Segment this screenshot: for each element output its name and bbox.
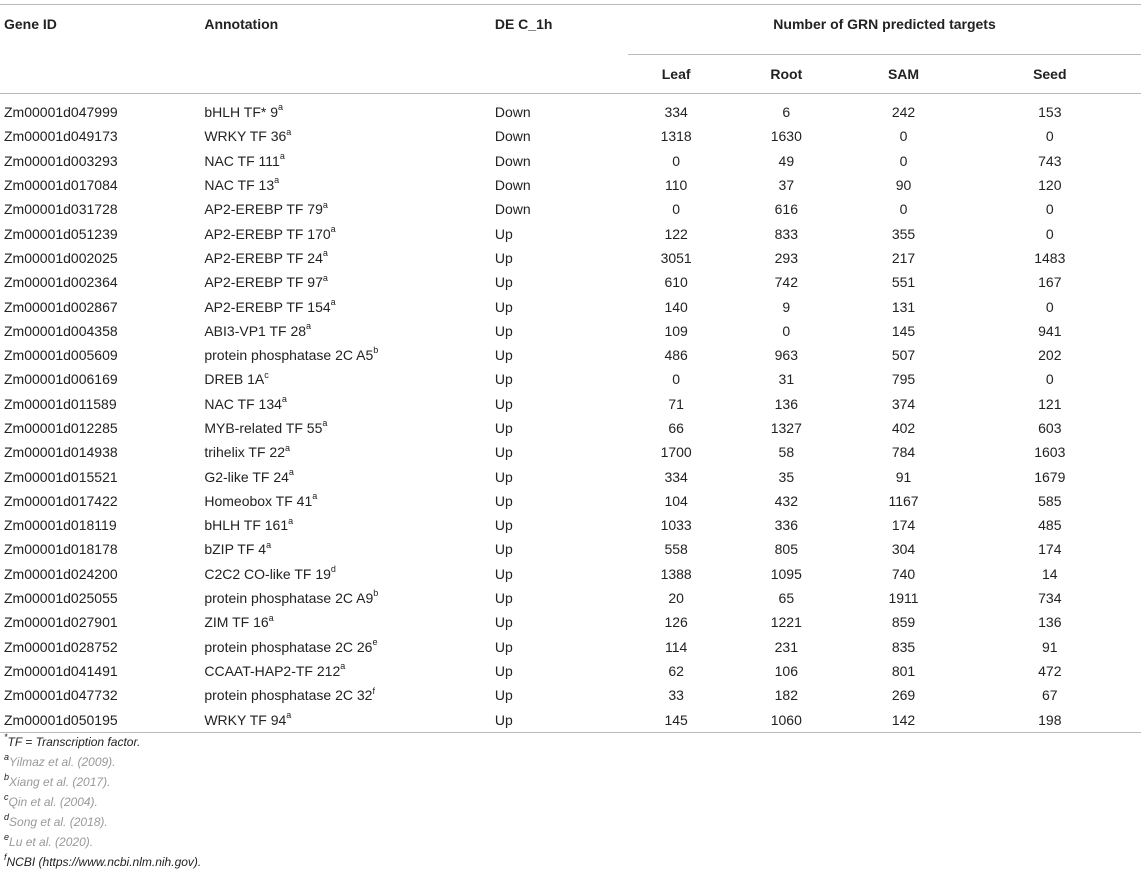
reference-marker: a	[330, 296, 336, 307]
seed-cell: 0	[1045, 298, 1054, 315]
reference-marker: a	[285, 442, 291, 453]
sam-cell: 740	[891, 565, 916, 582]
sam-cell: 355	[891, 225, 916, 242]
annotation-cell	[204, 319, 495, 343]
table-row	[0, 610, 1141, 634]
footnote	[4, 852, 201, 872]
footnote-marker: f	[4, 852, 7, 862]
gene-id-cell: Zm00001d014938	[4, 444, 118, 461]
annotation-cell	[204, 294, 495, 318]
seed-cell: 120	[1038, 177, 1062, 194]
de-cell: Down	[494, 128, 531, 145]
reference-marker: e	[372, 637, 378, 648]
de-cell: Down	[494, 152, 531, 169]
de-cell: Up	[494, 687, 513, 704]
reference-marker: b	[373, 345, 379, 356]
seed-cell: 14	[1042, 565, 1058, 582]
de-cell: Up	[494, 590, 513, 607]
footnote	[4, 832, 201, 852]
leaf-cell: 0	[672, 201, 681, 218]
sam-cell: 91	[895, 468, 912, 485]
header-root: Root	[770, 66, 803, 82]
root-cell: 1221	[770, 614, 802, 631]
annotation-cell	[204, 124, 495, 148]
leaf-cell: 1388	[660, 565, 692, 582]
footnote-text: TF = Transcription factor.	[7, 735, 141, 749]
header-grn-targets: Number of GRN predicted targets	[628, 5, 1141, 55]
reference-marker: a	[322, 248, 328, 259]
annotation-cell	[204, 173, 495, 197]
seed-cell: 1679	[1034, 468, 1066, 485]
table-row	[0, 149, 1141, 173]
leaf-cell: 66	[668, 420, 684, 436]
gene-id-cell: Zm00001d005609	[4, 347, 118, 364]
annotation-text: AP2-EREBP TF 79	[204, 201, 323, 218]
reference-marker: a	[266, 539, 272, 550]
table-row	[0, 440, 1141, 464]
gene-id-cell: Zm00001d002867	[4, 298, 118, 315]
annotation-text: C2C2 CO-like TF 19	[204, 565, 331, 582]
root-cell: 136	[774, 395, 798, 412]
de-cell: Down	[494, 177, 531, 194]
table-body	[0, 94, 1141, 733]
root-cell: 616	[774, 201, 798, 218]
de-cell: Down	[494, 104, 531, 121]
annotation-cell	[204, 221, 495, 245]
sam-cell: 269	[891, 687, 916, 704]
table-row	[0, 270, 1141, 294]
root-cell: 293	[774, 249, 798, 266]
root-cell: 106	[774, 662, 798, 679]
root-cell: 31	[778, 371, 795, 388]
annotation-text: AP2-EREBP TF 24	[204, 249, 323, 266]
gene-id-cell: Zm00001d012285	[4, 420, 118, 436]
de-cell: Up	[494, 444, 513, 461]
sam-cell: 835	[891, 638, 916, 655]
root-cell: 336	[774, 517, 798, 534]
footnote-marker: d	[4, 812, 10, 822]
gene-id-cell: Zm00001d047732	[4, 687, 118, 704]
root-cell: 742	[774, 274, 798, 291]
seed-cell: 0	[1045, 201, 1054, 218]
root-cell: 1060	[770, 711, 802, 728]
reference-marker: a	[279, 151, 285, 162]
table-row	[0, 197, 1141, 221]
gene-id-cell: Zm00001d041491	[4, 662, 118, 679]
annotation-text: ABI3-VP1 TF 28	[204, 322, 307, 339]
footnote-text[interactable]: Lu et al. (2020).	[9, 835, 94, 849]
leaf-cell: 33	[668, 687, 684, 704]
annotation-text: Homeobox TF 41	[204, 492, 313, 509]
sam-cell: 217	[891, 249, 916, 266]
root-cell: 231	[774, 638, 798, 655]
gene-id-cell: Zm00001d047999	[4, 104, 118, 121]
annotation-text: bZIP TF 4	[204, 541, 267, 558]
de-cell: Up	[494, 638, 513, 655]
annotation-text: protein phosphatase 2C A9	[204, 590, 374, 607]
table-row	[0, 124, 1141, 148]
leaf-cell: 114	[664, 638, 688, 655]
sam-cell: 801	[891, 662, 916, 679]
gene-id-cell: Zm00001d018119	[4, 517, 117, 534]
leaf-cell: 110	[664, 177, 688, 194]
de-cell: Up	[494, 711, 513, 728]
annotation-cell	[204, 707, 495, 732]
table-row	[0, 319, 1141, 343]
de-cell: Up	[494, 517, 513, 534]
root-cell: 35	[778, 468, 795, 485]
sam-cell: 90	[895, 177, 912, 194]
footnotes	[4, 732, 201, 872]
seed-cell: 136	[1038, 614, 1062, 631]
sam-cell: 1167	[888, 492, 919, 509]
sam-cell: 174	[891, 517, 916, 534]
header-de: DE C_1h	[495, 5, 628, 94]
gene-id-cell: Zm00001d031728	[4, 201, 118, 218]
table-row	[0, 221, 1141, 245]
seed-cell: 167	[1038, 274, 1062, 291]
annotation-cell	[204, 343, 495, 367]
annotation-cell	[204, 367, 495, 391]
seed-cell: 1603	[1034, 444, 1066, 461]
annotation-text: AP2-EREBP TF 97	[204, 274, 323, 291]
leaf-cell: 109	[664, 322, 688, 339]
gene-id-cell: Zm00001d015521	[4, 468, 118, 485]
reference-marker: a	[281, 394, 287, 405]
root-cell: 49	[778, 152, 795, 169]
footnote-marker: *	[4, 732, 8, 742]
reference-marker: a	[322, 418, 328, 429]
seed-cell: 121	[1038, 395, 1062, 412]
reference-marker: f	[372, 685, 375, 696]
de-cell: Up	[494, 614, 513, 631]
leaf-cell: 1318	[660, 128, 692, 145]
annotation-text: NAC TF 13	[204, 177, 275, 194]
sam-cell: 784	[891, 444, 916, 461]
seed-cell: 0	[1045, 371, 1054, 388]
leaf-cell: 486	[664, 347, 688, 364]
sam-cell: 859	[891, 614, 916, 631]
leaf-cell: 122	[664, 225, 688, 242]
reference-marker: a	[330, 223, 336, 234]
gene-id-cell: Zm00001d017422	[4, 492, 118, 509]
annotation-cell	[204, 635, 495, 659]
gene-id-cell: Zm00001d011589	[4, 395, 117, 412]
root-cell: 432	[774, 492, 798, 509]
de-cell: Up	[494, 322, 513, 339]
de-cell: Up	[494, 274, 513, 291]
seed-cell: 485	[1038, 517, 1062, 534]
de-cell: Up	[494, 371, 513, 388]
gene-id-cell: Zm00001d002025	[4, 249, 118, 266]
annotation-text: protein phosphatase 2C A5	[204, 347, 374, 364]
table-row	[0, 94, 1141, 125]
reference-marker: b	[373, 588, 379, 599]
table-row	[0, 513, 1141, 537]
de-cell: Up	[494, 225, 513, 242]
sam-cell: 1911	[888, 590, 919, 607]
root-cell: 58	[778, 444, 795, 461]
footnote	[4, 792, 201, 812]
reference-marker: d	[330, 564, 336, 575]
table-row	[0, 294, 1141, 318]
gene-id-cell: Zm00001d050195	[4, 711, 118, 728]
footnote-text[interactable]: Song et al. (2018).	[9, 815, 108, 829]
annotation-text: DREB 1A	[204, 371, 265, 388]
de-cell: Up	[494, 347, 513, 364]
root-cell: 37	[778, 177, 795, 194]
reference-marker: a	[306, 321, 312, 332]
leaf-cell: 20	[668, 590, 684, 607]
sam-cell: 0	[899, 201, 908, 218]
leaf-cell: 558	[664, 541, 688, 558]
de-cell: Down	[494, 201, 531, 218]
reference-marker: a	[288, 515, 294, 526]
annotation-text: protein phosphatase 2C 32	[204, 687, 373, 704]
annotation-text: G2-like TF 24	[204, 468, 289, 485]
gene-id-cell: Zm00001d025055	[4, 590, 118, 607]
annotation-cell	[204, 270, 495, 294]
leaf-cell: 1700	[660, 444, 692, 461]
seed-cell: 585	[1038, 492, 1062, 509]
header-seed: Seed	[1033, 66, 1067, 82]
de-cell: Up	[494, 298, 513, 315]
de-cell: Up	[494, 492, 513, 509]
sam-cell: 131	[891, 298, 916, 315]
footnote-text[interactable]: Yilmaz et al. (2009).	[9, 755, 116, 769]
seed-cell: 202	[1038, 347, 1062, 364]
annotation-cell	[204, 197, 495, 221]
annotation-cell	[204, 246, 495, 270]
root-cell: 833	[774, 225, 798, 242]
root-cell: 805	[774, 541, 798, 558]
seed-cell: 153	[1038, 104, 1062, 121]
root-cell: 1630	[770, 128, 802, 145]
annotation-text: MYB-related TF 55	[204, 420, 323, 436]
reference-marker: a	[274, 175, 280, 186]
annotation-text: protein phosphatase 2C 26	[204, 638, 373, 655]
reference-marker: a	[322, 199, 328, 210]
footnote	[4, 752, 201, 772]
footnote-text[interactable]: Xiang et al. (2017).	[9, 775, 111, 789]
seed-cell: 0	[1045, 225, 1054, 242]
gene-table	[0, 4, 1141, 733]
gene-id-cell: Zm00001d049173	[4, 128, 118, 145]
seed-cell: 198	[1038, 711, 1062, 728]
table-row	[0, 343, 1141, 367]
leaf-cell: 126	[664, 614, 688, 631]
header-leaf: Leaf	[661, 66, 691, 82]
de-cell: Up	[494, 541, 513, 558]
annotation-cell	[204, 562, 495, 586]
root-cell: 9	[782, 298, 791, 315]
annotation-cell	[204, 586, 495, 610]
table-row	[0, 173, 1141, 197]
table-row	[0, 683, 1141, 707]
annotation-cell	[204, 392, 495, 416]
table-row	[0, 464, 1141, 488]
root-cell: 0	[782, 322, 791, 339]
leaf-cell: 71	[668, 395, 684, 412]
root-cell: 65	[778, 590, 795, 607]
table-row	[0, 392, 1141, 416]
de-cell: Up	[494, 395, 513, 412]
footnote	[4, 772, 201, 792]
de-cell: Up	[494, 565, 513, 582]
gene-id-cell: Zm00001d004358	[4, 322, 118, 339]
reference-marker: a	[312, 491, 318, 502]
annotation-text: CCAAT-HAP2-TF 212	[204, 662, 341, 679]
gene-id-cell: Zm00001d051239	[4, 225, 118, 242]
footnote-marker: e	[4, 832, 10, 842]
header-sam: SAM	[887, 66, 920, 82]
leaf-cell: 1033	[660, 517, 692, 534]
annotation-text: AP2-EREBP TF 170	[204, 225, 331, 242]
table-row	[0, 562, 1141, 586]
de-cell: Up	[494, 249, 513, 266]
leaf-cell: 140	[664, 298, 688, 315]
header-gene-id: Gene ID	[0, 5, 204, 94]
reference-marker: c	[264, 369, 269, 380]
footnote	[4, 812, 201, 832]
root-cell: 1327	[770, 420, 802, 436]
gene-id-cell: Zm00001d003293	[4, 152, 118, 169]
annotation-cell	[204, 537, 495, 561]
leaf-cell: 62	[668, 662, 684, 679]
annotation-text: trihelix TF 22	[204, 444, 286, 461]
seed-cell: 734	[1038, 590, 1062, 607]
gene-id-cell: Zm00001d006169	[4, 371, 118, 388]
annotation-text: AP2-EREBP TF 154	[204, 298, 331, 315]
footnote-marker: a	[4, 752, 10, 762]
sam-cell: 551	[891, 274, 916, 291]
annotation-cell	[204, 94, 495, 125]
table-row	[0, 246, 1141, 270]
table-row	[0, 489, 1141, 513]
sam-cell: 145	[891, 322, 916, 339]
seed-cell: 174	[1038, 541, 1062, 558]
sam-cell: 374	[891, 395, 916, 412]
gene-id-cell: Zm00001d018178	[4, 541, 118, 558]
table-row	[0, 707, 1141, 732]
annotation-cell	[204, 683, 495, 707]
reference-marker: a	[288, 466, 294, 477]
root-cell: 6	[782, 104, 791, 121]
footnote-marker: c	[4, 792, 9, 802]
seed-cell: 472	[1038, 662, 1062, 679]
gene-id-cell: Zm00001d002364	[4, 274, 118, 291]
sam-cell: 507	[891, 347, 916, 364]
sam-cell: 0	[899, 152, 908, 169]
footnote-marker: b	[4, 772, 10, 782]
reference-marker: a	[286, 709, 292, 720]
annotation-cell	[204, 464, 495, 488]
leaf-cell: 3051	[660, 249, 692, 266]
sam-cell: 142	[891, 711, 916, 728]
root-cell: 182	[774, 687, 798, 704]
annotation-cell	[204, 149, 495, 173]
annotation-text: WRKY TF 94	[204, 711, 287, 728]
leaf-cell: 0	[672, 371, 681, 388]
seed-cell: 0	[1045, 128, 1054, 145]
gene-id-cell: Zm00001d028752	[4, 638, 118, 655]
table-row	[0, 586, 1141, 610]
annotation-cell	[204, 440, 495, 464]
annotation-text: NAC TF 134	[204, 395, 282, 412]
seed-cell: 743	[1038, 152, 1062, 169]
de-cell: Up	[494, 468, 513, 485]
reference-marker: a	[278, 102, 284, 113]
leaf-cell: 104	[664, 492, 688, 509]
annotation-cell	[204, 416, 495, 440]
leaf-cell: 610	[664, 274, 688, 291]
annotation-text: WRKY TF 36	[204, 128, 287, 145]
sam-cell: 795	[891, 371, 916, 388]
header-annotation: Annotation	[204, 5, 495, 94]
sam-cell: 242	[891, 104, 916, 121]
reference-marker: a	[322, 272, 328, 283]
footnote	[4, 732, 201, 752]
reference-marker: a	[286, 126, 292, 137]
footnote-text: NCBI (https://www.ncbi.nlm.nih.gov).	[6, 855, 202, 869]
annotation-cell	[204, 659, 495, 683]
table-row	[0, 659, 1141, 683]
de-cell: Up	[494, 420, 513, 436]
gene-id-cell: Zm00001d027901	[4, 614, 118, 631]
annotation-cell	[204, 513, 495, 537]
annotation-text: NAC TF 111	[204, 152, 280, 169]
annotation-text: bHLH TF* 9	[204, 104, 279, 121]
leaf-cell: 0	[672, 152, 681, 169]
seed-cell: 603	[1038, 420, 1062, 436]
footnote-text[interactable]: Qin et al. (2004).	[8, 795, 98, 809]
leaf-cell: 334	[664, 468, 688, 485]
seed-cell: 67	[1042, 687, 1058, 704]
table-row	[0, 416, 1141, 440]
reference-marker: a	[340, 661, 346, 672]
sam-cell: 0	[899, 128, 908, 145]
leaf-cell: 145	[664, 711, 688, 728]
annotation-cell	[204, 489, 495, 513]
sam-cell: 402	[891, 420, 916, 436]
table-row	[0, 537, 1141, 561]
root-cell: 963	[774, 347, 798, 364]
gene-id-cell: Zm00001d024200	[4, 565, 118, 582]
gene-id-cell: Zm00001d017084	[4, 177, 118, 194]
annotation-text: bHLH TF 161	[204, 517, 289, 534]
root-cell: 1095	[770, 565, 802, 582]
annotation-cell	[204, 610, 495, 634]
table-row	[0, 635, 1141, 659]
sam-cell: 304	[891, 541, 916, 558]
annotation-text: ZIM TF 16	[204, 614, 269, 631]
reference-marker: a	[268, 612, 274, 623]
de-cell: Up	[494, 662, 513, 679]
table-row	[0, 367, 1141, 391]
seed-cell: 1483	[1034, 249, 1066, 266]
leaf-cell: 334	[664, 104, 688, 121]
seed-cell: 941	[1038, 322, 1062, 339]
seed-cell: 91	[1042, 638, 1058, 655]
